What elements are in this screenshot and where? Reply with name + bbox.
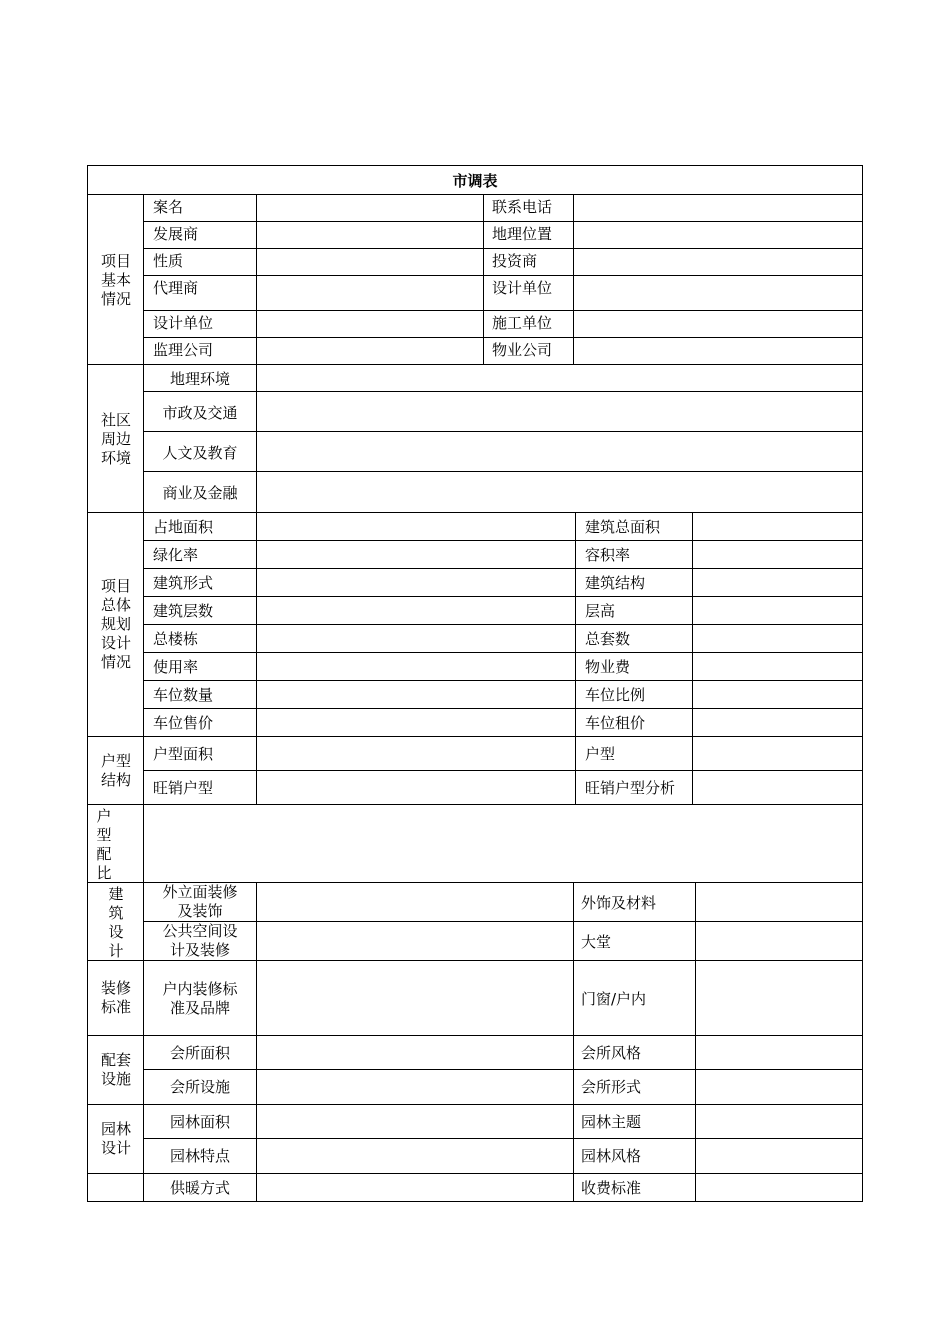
divider xyxy=(143,431,863,432)
divider xyxy=(143,248,863,249)
field-label: 市政及交通 xyxy=(162,404,238,422)
field-label: 园林面积 xyxy=(169,1113,230,1131)
section-divider xyxy=(87,364,863,365)
field-label: 园林主题 xyxy=(581,1113,642,1131)
field-label: 会所设施 xyxy=(169,1078,230,1096)
divider xyxy=(143,596,863,597)
divider xyxy=(695,882,696,1202)
section-divider xyxy=(87,1173,863,1174)
divider xyxy=(143,624,863,625)
section-label-environment: 社区 周边 环境 xyxy=(100,411,131,467)
table-border-right xyxy=(862,165,863,1202)
field-label: 车位比例 xyxy=(585,686,646,704)
section-label-facilities: 配套 设施 xyxy=(100,1051,131,1088)
table-border-top xyxy=(87,165,863,166)
divider xyxy=(143,275,863,276)
field-label: 户型 xyxy=(585,745,616,763)
field-label: 容积率 xyxy=(585,546,631,564)
field-label: 人文及教育 xyxy=(162,444,238,462)
divider xyxy=(143,540,863,541)
field-label: 园林特点 xyxy=(169,1147,230,1165)
field-label: 门窗/户内 xyxy=(581,990,647,1008)
field-label: 物业公司 xyxy=(492,341,553,359)
divider xyxy=(143,680,863,681)
section-divider xyxy=(87,804,863,805)
field-label: 总套数 xyxy=(585,630,631,648)
divider xyxy=(143,1069,863,1070)
section-divider xyxy=(87,1035,863,1036)
field-label: 外立面装修 及装饰 xyxy=(162,883,238,920)
divider xyxy=(87,194,863,195)
field-label: 使用率 xyxy=(153,658,199,676)
section-label-unit-ratio: 户 型 配 比 xyxy=(96,807,112,882)
field-label: 绿化率 xyxy=(153,546,199,564)
divider xyxy=(143,1138,863,1139)
divider xyxy=(256,364,257,512)
divider xyxy=(143,770,863,771)
form-title: 市调表 xyxy=(452,172,498,190)
divider xyxy=(143,337,863,338)
divider xyxy=(143,310,863,311)
field-label: 会所形式 xyxy=(581,1078,642,1096)
section-label-garden: 园林 设计 xyxy=(100,1120,131,1157)
field-label: 园林风格 xyxy=(581,1147,642,1165)
field-label: 案名 xyxy=(153,198,184,216)
field-label: 户型面积 xyxy=(153,745,214,763)
field-label: 投资商 xyxy=(492,252,538,270)
field-label: 旺销户型 xyxy=(153,779,214,797)
field-label: 公共空间设 计及装修 xyxy=(162,922,238,959)
divider xyxy=(143,221,863,222)
field-label: 车位售价 xyxy=(153,714,214,732)
field-label: 收费标准 xyxy=(581,1179,642,1197)
table-border-left xyxy=(87,165,88,1202)
field-label: 会所面积 xyxy=(169,1044,230,1062)
section-label-arch-design: 建 筑 设 计 xyxy=(108,885,124,960)
field-label: 监理公司 xyxy=(153,341,214,359)
section-label-decoration: 装修 标准 xyxy=(100,979,131,1016)
field-label: 性质 xyxy=(153,252,184,270)
field-label: 地理位置 xyxy=(492,225,553,243)
field-label: 总楼栋 xyxy=(153,630,199,648)
divider xyxy=(143,708,863,709)
section-label-planning: 项目 总体 规划 设计 情况 xyxy=(100,577,131,671)
divider xyxy=(575,512,576,804)
field-label: 设计单位 xyxy=(153,314,214,332)
field-label: 联系电话 xyxy=(492,198,553,216)
section-divider xyxy=(87,960,863,961)
field-label: 建筑结构 xyxy=(585,574,646,592)
field-label: 代理商 xyxy=(153,279,199,297)
field-label: 施工单位 xyxy=(492,314,553,332)
divider xyxy=(143,652,863,653)
field-label: 建筑形式 xyxy=(153,574,214,592)
field-label: 外饰及材料 xyxy=(581,894,657,912)
field-label: 发展商 xyxy=(153,225,199,243)
divider xyxy=(573,882,574,1202)
field-label: 户内装修标 准及品牌 xyxy=(162,980,238,1017)
divider xyxy=(143,471,863,472)
section-divider xyxy=(87,736,863,737)
divider xyxy=(573,194,574,364)
field-label: 层高 xyxy=(585,602,616,620)
field-label: 建筑层数 xyxy=(153,602,214,620)
divider xyxy=(143,391,863,392)
section-label-basic: 项目 基本 情况 xyxy=(100,252,131,308)
field-label: 大堂 xyxy=(581,933,612,951)
field-label: 车位租价 xyxy=(585,714,646,732)
table-border-bottom xyxy=(87,1201,863,1202)
field-label: 物业费 xyxy=(585,658,631,676)
field-label: 地理环境 xyxy=(169,370,230,388)
field-label: 会所风格 xyxy=(581,1044,642,1062)
divider xyxy=(483,194,484,364)
divider xyxy=(256,194,257,364)
field-label: 建筑总面积 xyxy=(585,518,661,536)
field-label: 商业及金融 xyxy=(162,484,238,502)
field-label: 供暖方式 xyxy=(169,1179,230,1197)
divider xyxy=(692,512,693,804)
section-divider xyxy=(87,512,863,513)
section-label-unit-structure: 户型 结构 xyxy=(100,752,131,789)
field-label: 占地面积 xyxy=(153,518,214,536)
field-label: 设计单位 xyxy=(492,279,553,297)
field-label: 车位数量 xyxy=(153,686,214,704)
divider xyxy=(143,568,863,569)
divider xyxy=(256,882,257,1202)
section-divider xyxy=(87,1104,863,1105)
field-label: 旺销户型分析 xyxy=(585,779,676,797)
